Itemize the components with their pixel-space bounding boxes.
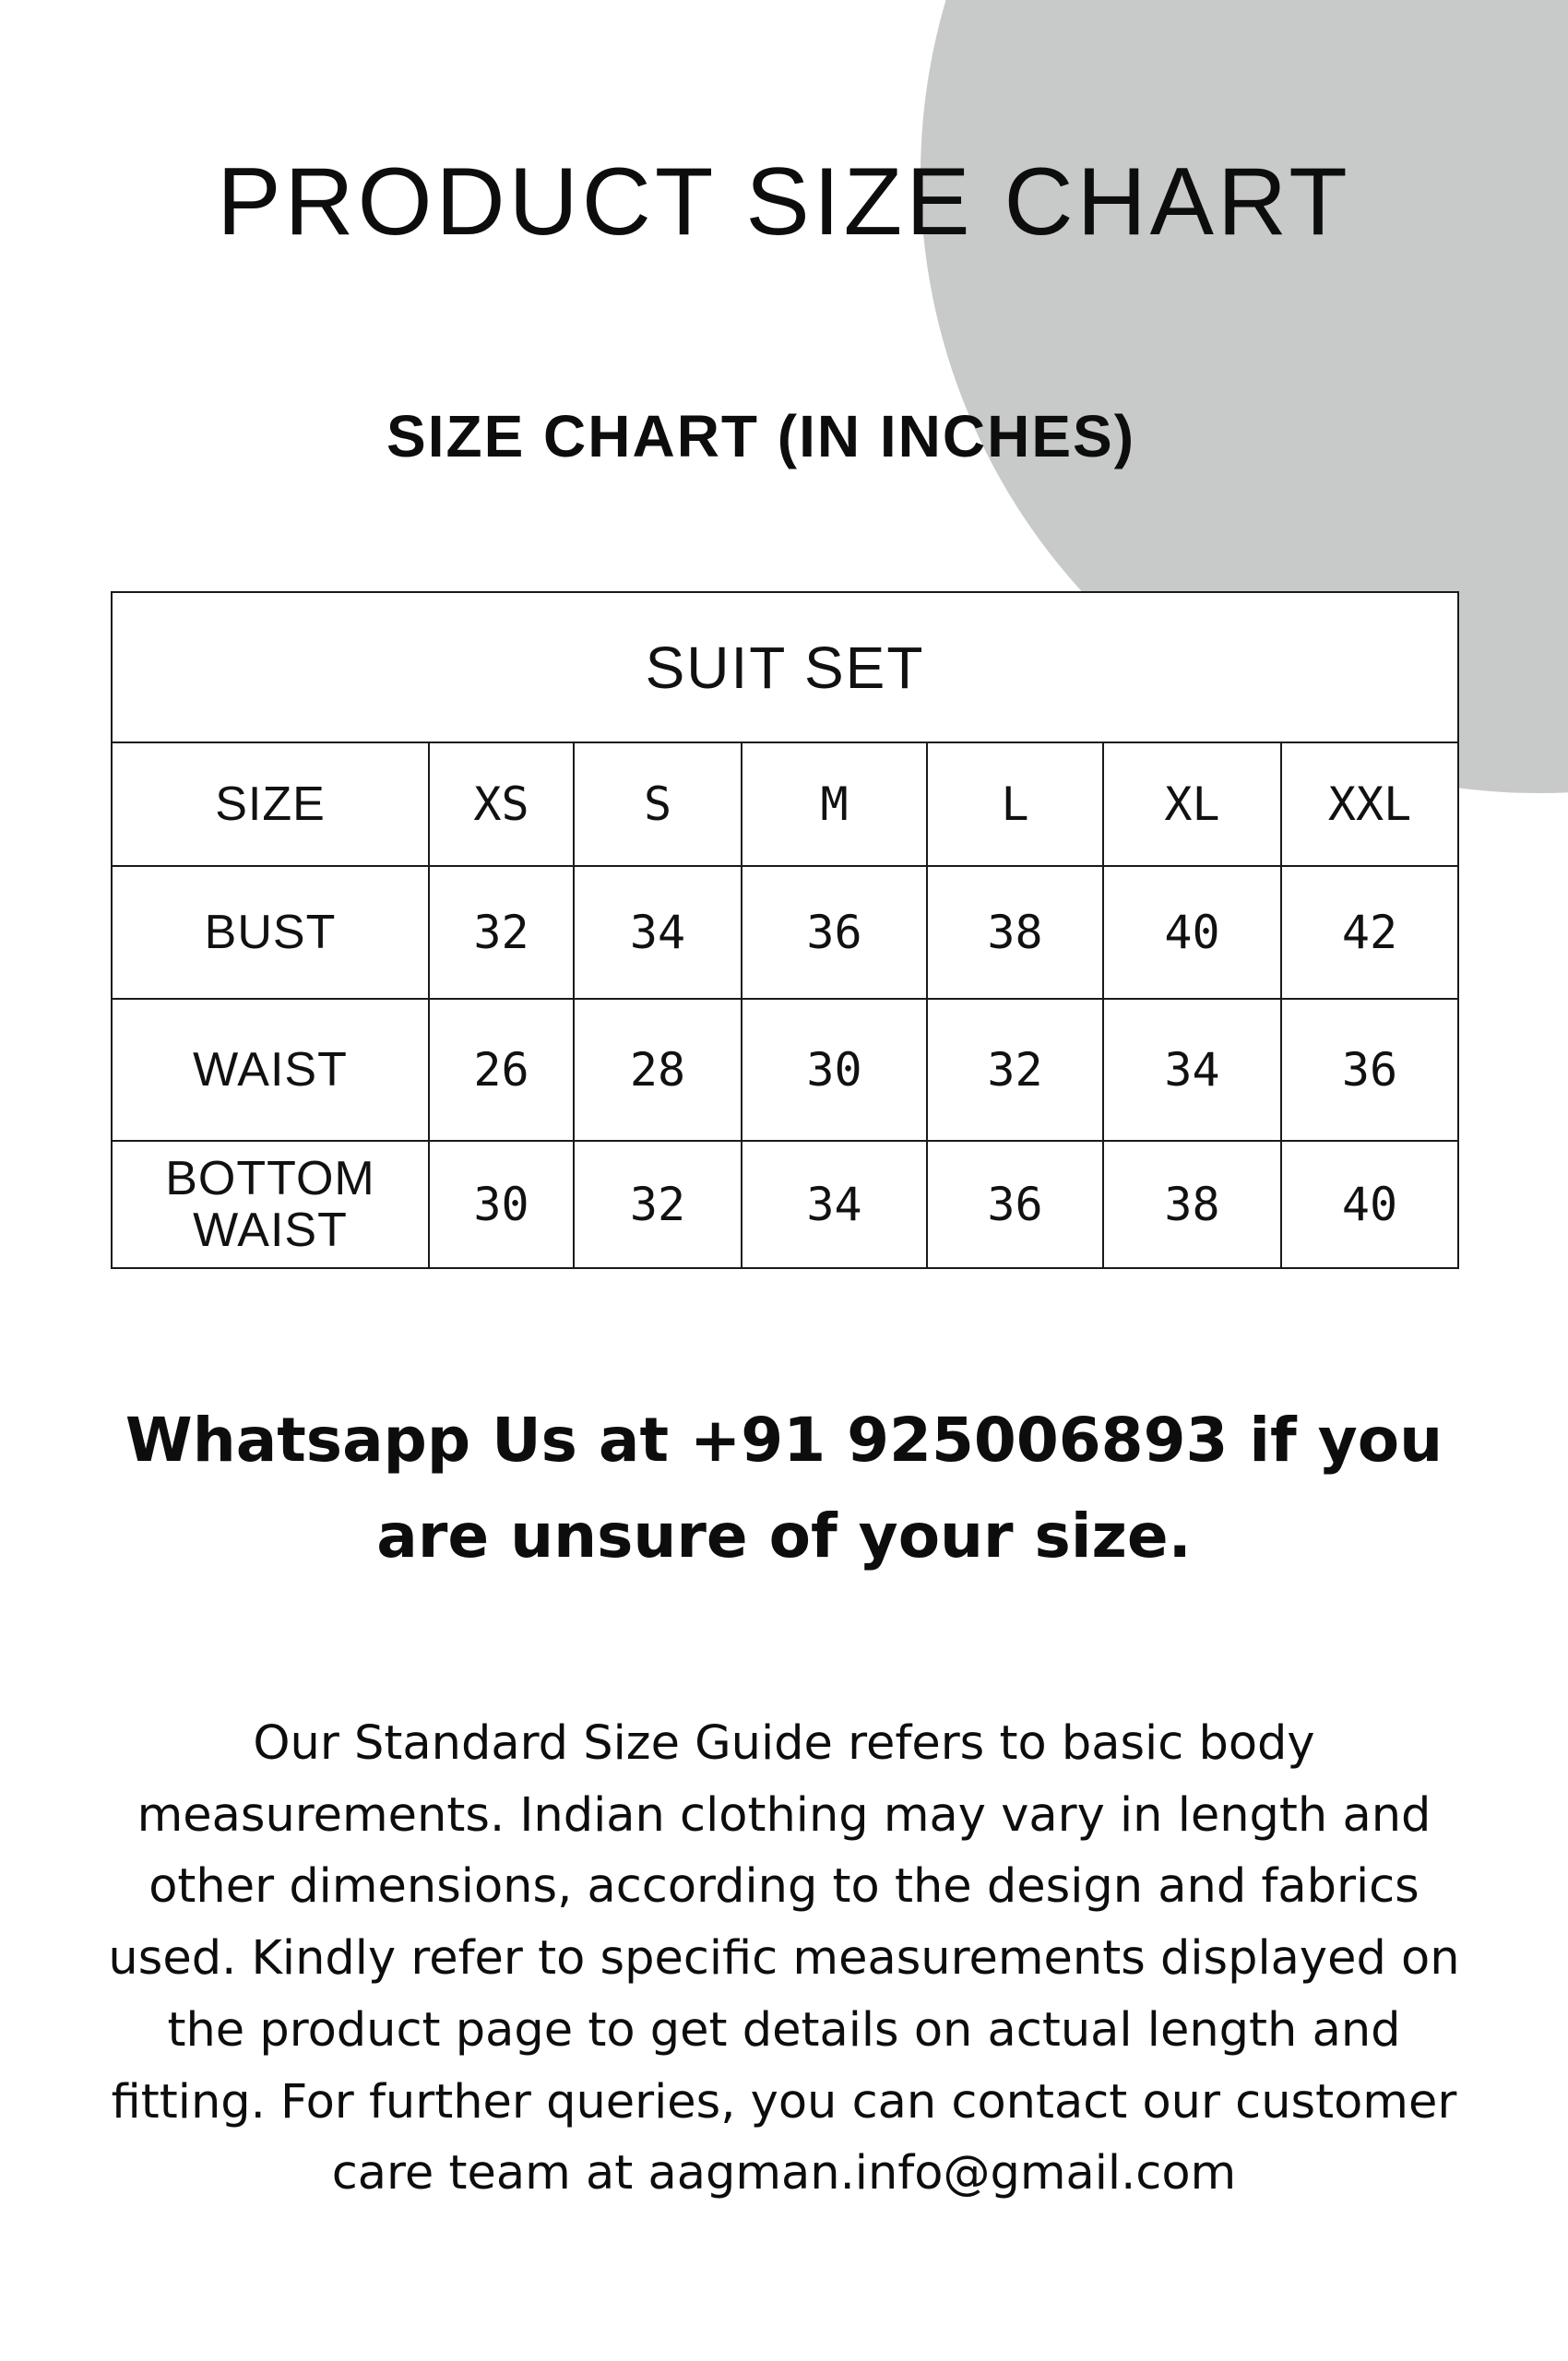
header-cell-xxl: XXL — [1281, 742, 1458, 866]
guide-line: Our Standard Size Guide refers to basic body — [253, 1716, 1315, 1771]
row-label-waist: WAIST — [112, 999, 429, 1141]
size-chart-table — [111, 591, 1459, 1269]
table-cell: 38 — [927, 866, 1103, 999]
header-cell-m: M — [742, 742, 927, 866]
table-title: SUIT SET — [112, 592, 1458, 742]
table-cell: 42 — [1281, 866, 1458, 999]
table-cell: 34 — [574, 866, 742, 999]
guide-line: other dimensions, according to the design and fabrics — [148, 1859, 1420, 1915]
header-cell-size: SIZE — [112, 742, 429, 866]
row-label-bust: BUST — [112, 866, 429, 999]
table-cell: 38 — [1103, 1141, 1281, 1268]
table-row-bust — [112, 866, 1458, 999]
table-cell: 26 — [429, 999, 574, 1141]
table-cell: 36 — [927, 1141, 1103, 1268]
table-cell: 32 — [927, 999, 1103, 1141]
size-guide-paragraph — [55, 1708, 1513, 2210]
guide-line-email: care team at aagman.info@gmail.com — [331, 2146, 1237, 2201]
table-cell: 28 — [574, 999, 742, 1141]
table-cell: 34 — [742, 1141, 927, 1268]
page-title: PRODUCT SIZE CHART — [217, 148, 1351, 255]
guide-line: measurements. Indian clothing may vary in length and — [137, 1787, 1431, 1843]
table-cell: 40 — [1103, 866, 1281, 999]
table-cell: 30 — [429, 1141, 574, 1268]
whatsapp-line-2: are unsure of your size. — [376, 1501, 1192, 1572]
header-cell-xs: XS — [429, 742, 574, 866]
whatsapp-line-1: Whatsapp Us at +91 925006893 if you — [125, 1405, 1443, 1476]
table-cell: 32 — [574, 1141, 742, 1268]
table-cell: 30 — [742, 999, 927, 1141]
table-row-bottom-waist — [112, 1141, 1458, 1268]
table-cell: 34 — [1103, 999, 1281, 1141]
header-cell-s: S — [574, 742, 742, 866]
table-cell: 40 — [1281, 1141, 1458, 1268]
guide-line: used. Kindly refer to specific measurements displayed on — [108, 1931, 1460, 1987]
table-cell: 36 — [1281, 999, 1458, 1141]
page-subtitle: SIZE CHART (IN INCHES) — [386, 403, 1135, 469]
header-cell-xl: XL — [1103, 742, 1281, 866]
table-cell: 36 — [742, 866, 927, 999]
header-cell-l: L — [927, 742, 1103, 866]
table-header-row — [112, 742, 1458, 866]
guide-line: the product page to get details on actual length and — [167, 2002, 1401, 2058]
table-row-waist — [112, 999, 1458, 1141]
table-cell: 32 — [429, 866, 574, 999]
guide-line: fitting. For further queries, you can contact our customer — [111, 2074, 1457, 2130]
whatsapp-contact-note — [92, 1393, 1476, 1584]
row-label-bottom-waist: BOTTOM WAIST — [112, 1141, 429, 1268]
